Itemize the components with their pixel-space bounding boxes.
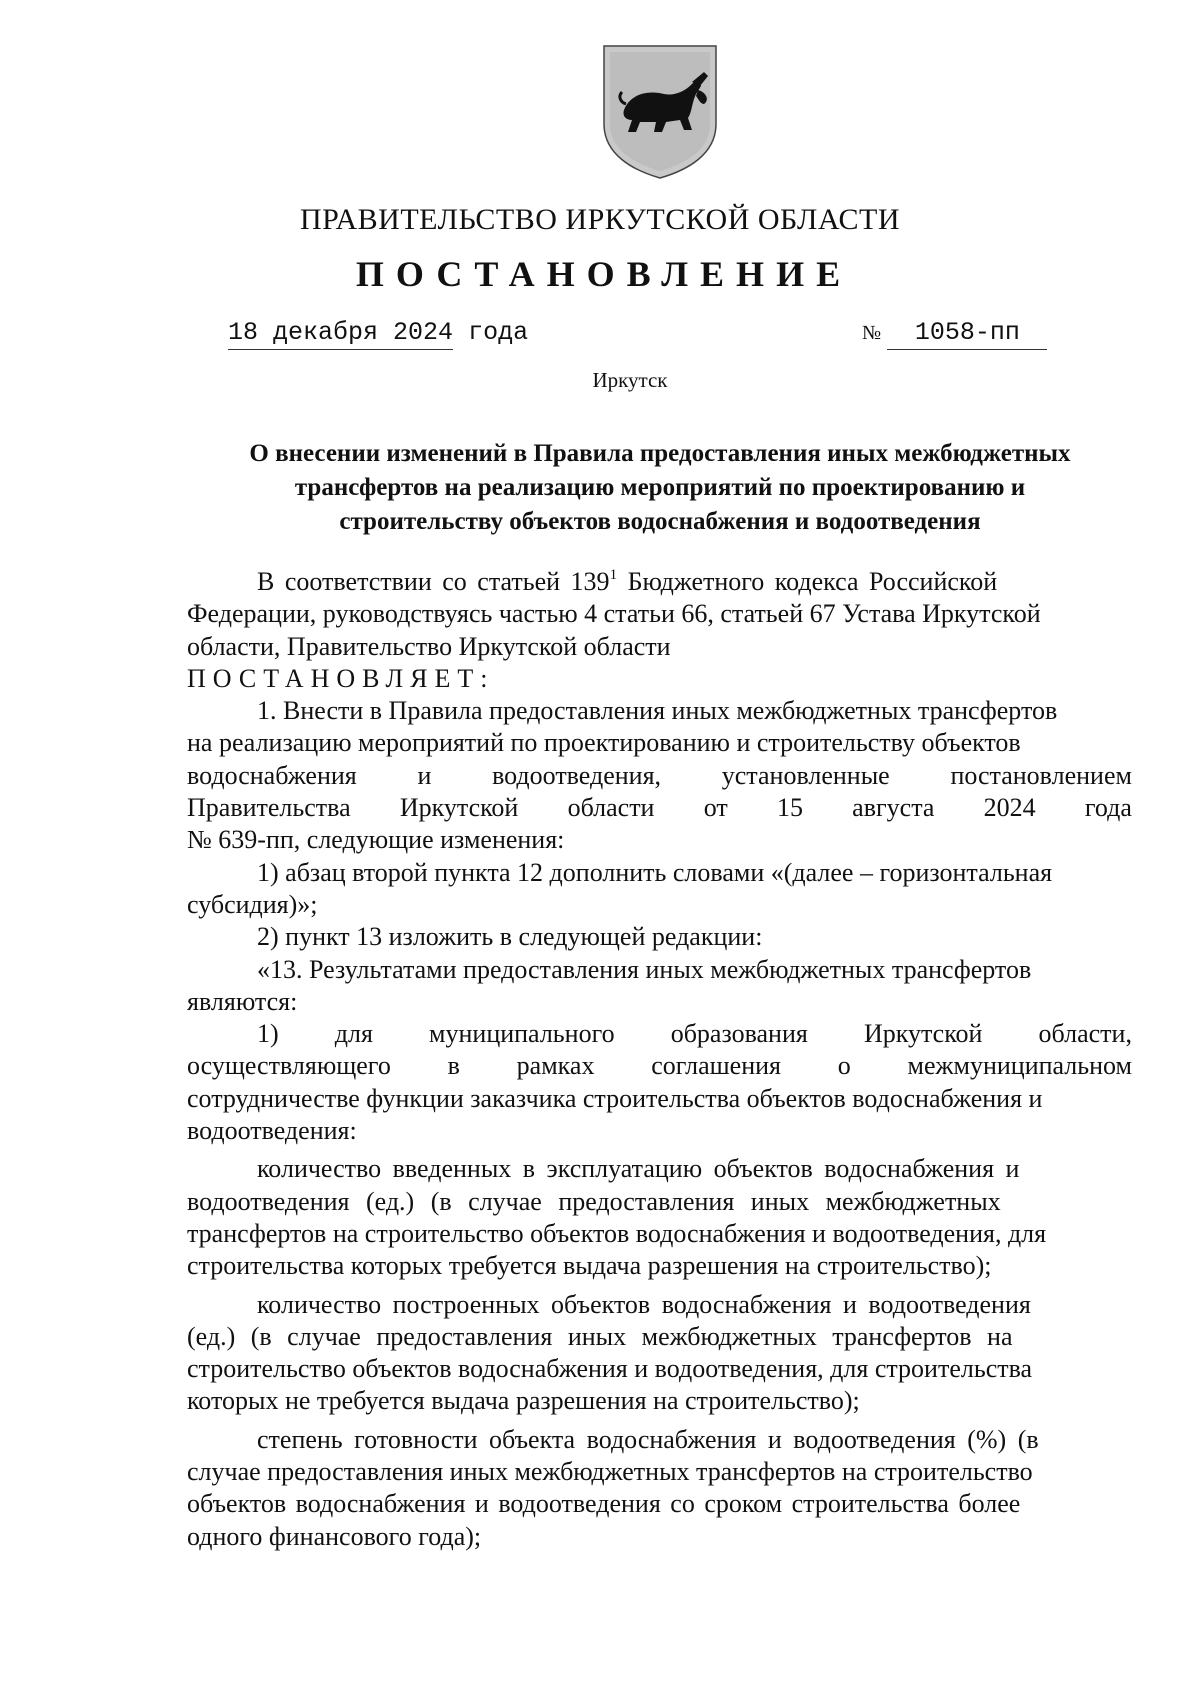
- document-body: [187, 566, 1132, 1553]
- word: Иркутской: [863, 1019, 983, 1049]
- city-name: Иркутск: [592, 368, 668, 392]
- item1-line: на реализацию мероприятий по проектированию и строительству объектов: [187, 728, 1021, 758]
- document-type: ПОСТАНОВЛЕНИЕ: [355, 254, 853, 294]
- word: о: [837, 1051, 851, 1081]
- indicator-b-line: количество построенных объектов водоснабжения и водоотведения: [257, 1289, 1031, 1319]
- word: образования: [670, 1019, 808, 1049]
- point13-line: являются:: [187, 986, 298, 1016]
- preamble-line: области, Правительство Иркутской области: [187, 631, 671, 661]
- title-line: трансфертов на реализацию мероприятий по проектированию и: [294, 474, 1026, 501]
- point13-1-line-justified: [187, 1050, 1132, 1082]
- word: для: [334, 1019, 373, 1049]
- item1-line: 1. Внести в Правила предоставления иных межбюджетных трансфертов: [257, 696, 1058, 726]
- title-line: строительству объектов водоснабжения и водоотведения: [339, 508, 981, 535]
- word: области,: [1038, 1019, 1132, 1049]
- organization-name: ПРАВИТЕЛЬСТВО ИРКУТСКОЙ ОБЛАСТИ: [299, 203, 901, 236]
- word: августа: [852, 793, 935, 823]
- point13-1-line-justified: [187, 1018, 1132, 1050]
- indicator-c-line: одного финансового года);: [187, 1521, 482, 1551]
- indicator-b-line: (ед.) (в случае предоставления иных межбюджетных трансфертов на: [187, 1321, 1013, 1351]
- word: рамках: [516, 1051, 595, 1081]
- indicator-c-line: объектов водоснабжения и водоотведения со сроком строительства более: [187, 1489, 1021, 1519]
- subitem1-line: 1) абзац второй пункта 12 дополнить словами «(далее – горизонтальная: [257, 857, 1053, 887]
- word: осуществляющего: [187, 1051, 391, 1081]
- word: установленные: [721, 760, 890, 790]
- preamble-line: [187, 566, 1132, 598]
- word: водоснабжения: [187, 760, 357, 790]
- word: от: [703, 793, 728, 823]
- indicator-b-line: которых не требуется выдача разрешения на строительство);: [187, 1386, 860, 1416]
- number-value: 1058-пп: [887, 318, 1047, 350]
- preamble-text: В соответствии со статьей 139: [257, 567, 610, 596]
- word: области: [567, 793, 655, 823]
- point13-1-line: сотрудничестве функции заказчика строительства объектов водоснабжения и: [187, 1083, 1043, 1113]
- word: муниципального: [429, 1019, 615, 1049]
- indicator-a-line: трансфертов на строительство объектов водоснабжения и водоотведения, для: [187, 1218, 1047, 1248]
- word: Иркутской: [399, 793, 519, 823]
- article-superscript: 1: [609, 567, 618, 583]
- word: 15: [776, 793, 803, 823]
- indicator-c-line: степень готовности объекта водоснабжения и водоотведения (%) (в: [257, 1424, 1039, 1454]
- preamble-line: Федерации, руководствуясь частью 4 статьи 66, статьей 67 Устава Иркутской: [187, 599, 1041, 629]
- subitem2-line: 2) пункт 13 изложить в следующей редакции:: [257, 922, 763, 952]
- item1-line-justified: [187, 792, 1132, 824]
- point13-line: «13. Результатами предоставления иных межбюджетных трансфертов: [257, 954, 1032, 984]
- date-value: 18 декабря 2024: [228, 318, 453, 350]
- document-date: [228, 318, 528, 350]
- word: постановлением: [950, 760, 1132, 790]
- indicator-a-line: водоотведения (ед.) (в случае предоставления иных межбюджетных: [187, 1186, 1001, 1216]
- word: года: [1084, 793, 1132, 823]
- date-suffix: года: [468, 318, 529, 347]
- point13-1-line: водоотведения:: [187, 1116, 357, 1146]
- decree-word: ПОСТАНОВЛЯЕТ:: [187, 663, 495, 693]
- indicator-b-line: строительство объектов водоснабжения и водоотведения, для строительства: [187, 1354, 1033, 1384]
- word: 2024: [983, 793, 1036, 823]
- document-number: [862, 318, 1047, 350]
- word: 1): [257, 1019, 279, 1049]
- coat-of-arms-emblem: [600, 42, 720, 182]
- word: в: [447, 1051, 460, 1081]
- title-line: О внесении изменений в Правила предоставления иных межбюджетных: [249, 440, 1071, 467]
- word: межмуниципальном: [907, 1051, 1132, 1081]
- subitem1-line: субсидия)»;: [187, 889, 318, 919]
- indicator-a-line: количество введенных в эксплуатацию объектов водоснабжения и: [257, 1154, 1020, 1184]
- word: соглашения: [651, 1051, 781, 1081]
- word: Правительства: [187, 793, 351, 823]
- word: и: [417, 760, 432, 790]
- preamble-text: Бюджетного кодекса Российской: [617, 567, 998, 596]
- item1-line-justified: [187, 760, 1132, 792]
- number-sign: №: [862, 321, 882, 344]
- indicator-c-line: случае предоставления иных межбюджетных трансфертов на строительство: [187, 1457, 1033, 1487]
- word: водоотведения,: [492, 760, 662, 790]
- item1-line: № 639-пп, следующие изменения:: [187, 825, 565, 855]
- indicator-a-line: строительства которых требуется выдача разрешения на строительство);: [187, 1251, 992, 1281]
- document-title: [180, 437, 1140, 539]
